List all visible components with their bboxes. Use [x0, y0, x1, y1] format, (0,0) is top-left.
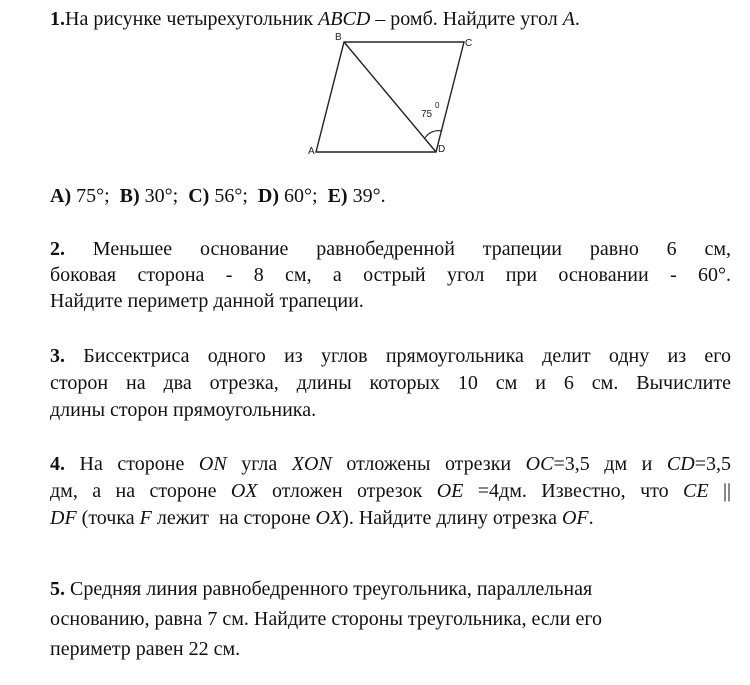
- option-d-value: 60°;: [279, 185, 328, 207]
- problem-4-number: 4.: [50, 453, 65, 475]
- problem-2-line-2: боковая сторона - 8 см, а острый угол при основании - 60°.: [50, 264, 731, 286]
- problem-2-number: 2.: [50, 238, 65, 260]
- answer-options: [50, 183, 386, 209]
- problem-4-line-1: 4. На стороне ON угла XON отложены отрезки OC=3,5 дм и CD=3,5: [50, 453, 731, 475]
- problem-2-line-3: Найдите периметр данной трапеции.: [50, 290, 364, 312]
- vertex-d-label: D: [438, 144, 446, 155]
- problem-3-line-3: длины сторон прямоугольника.: [50, 399, 317, 421]
- problem-5-line-2: основанию, равна 7 см. Найдите стороны треугольника, если его: [50, 608, 603, 630]
- option-a-letter: A): [50, 185, 72, 207]
- problem-1-text: 1.На рисунке четырехугольник ABCD – ромб. Найдите угол A.: [50, 8, 580, 30]
- vertex-c-label: C: [465, 38, 473, 49]
- option-e-letter: E): [327, 185, 348, 207]
- option-a-value: 75°;: [71, 185, 120, 207]
- vertex-a-label: A: [308, 146, 315, 157]
- vertex-b-label: B: [335, 32, 342, 43]
- problem-4-line-3: DF (точка F лежит на стороне OX). Найдите длину отрезка OF.: [50, 507, 594, 529]
- problem-3-line-2: сторон на два отрезка, длины которых 10 см и 6 см. Вычислите: [50, 372, 731, 394]
- problem-5-number: 5.: [50, 578, 65, 600]
- problem-2-line-1: 2. Меньшее основание равнобедренной трапеции равно 6 см,: [50, 238, 731, 260]
- problem-1-number: 1.: [50, 8, 65, 30]
- option-c-value: 56°;: [209, 185, 258, 207]
- problem-3-number: 3.: [50, 345, 65, 367]
- angle-value-label: 75: [421, 109, 433, 120]
- option-c-letter: C): [188, 185, 210, 207]
- option-d-letter: D): [257, 185, 280, 207]
- degree-mark: 0: [435, 101, 440, 110]
- problem-5-line-1: 5. Средняя линия равнобедренного треугольника, параллельная: [50, 578, 593, 600]
- problem-4-line-2: дм, а на стороне OX отложен отрезок OE =4дм. Известно, что CE ||: [50, 480, 732, 502]
- option-b-value: 30°;: [139, 185, 189, 207]
- problem-3-line-1: 3. Биссектриса одного из углов прямоугольника делит одну из его: [50, 345, 731, 367]
- rhombus-figure: [300, 30, 480, 160]
- diagonal-bd: [344, 42, 436, 152]
- problem-5-line-3: периметр равен 22 см.: [50, 638, 241, 660]
- option-b-letter: B): [119, 185, 140, 207]
- option-e-value: 39°.: [347, 185, 386, 207]
